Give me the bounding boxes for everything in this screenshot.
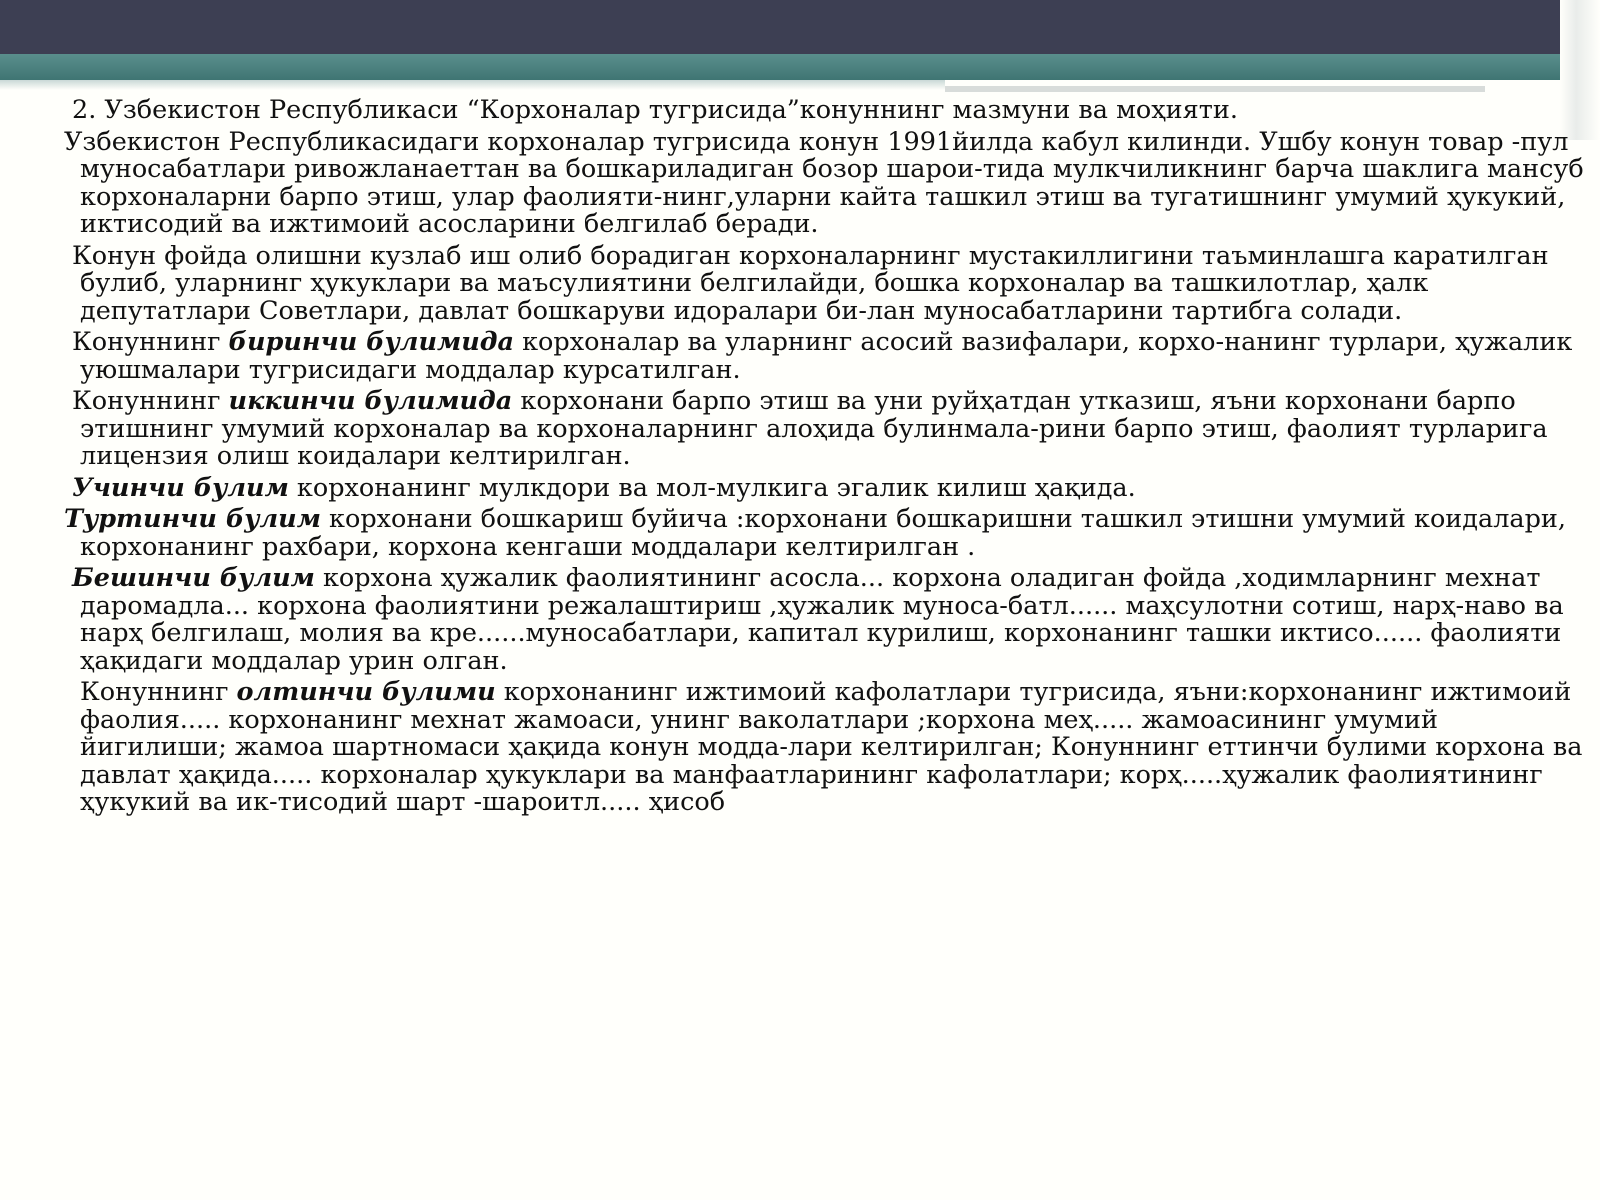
section-emphasis: Туртинчи булим xyxy=(64,504,321,534)
paragraph-1 xyxy=(62,126,1592,239)
header-accent-band xyxy=(0,54,1600,80)
paragraph-5 xyxy=(62,472,1592,503)
section-emphasis: биринчи булимида xyxy=(228,327,515,357)
paragraph-8 xyxy=(62,679,1592,817)
paragraph-lead: Конуннинг xyxy=(72,386,229,416)
paragraph-text: Конун фойда олишни кузлаб иш олиб борадиган корхоналарнинг мустакиллигини таъминлашга каратилган булиб, уларнинг ҳукуклари ва маъсулиятини белгилайди, бошка корхоналар ва ташкилотлар, ҳалк депутатлари Советлари, давлат бошкаруви идоралари би-лан муносабатларини тартибга солади. xyxy=(72,240,1549,326)
paragraph-text: корхонанинг ижтимоий кафолатлари тугрисида, яъни:корхонанинг ижтимоий фаолия..... корхонанинг мехнат жамоаси, унинг ваколатлари ;корхона меҳ..... жамоасининг умумий йигилиши; жамоа шартномаси ҳақида конун модда-лари келтирилган; Конуннинг еттинчи булими корхона ва давлат ҳақида..... корхоналар ҳукуклари ва манфаатларининг кафолатлари; корҳ.....ҳужалик фаолиятининг ҳукукий ва ик-тисодий шарт -шароитл..... ҳисоб xyxy=(80,677,1583,817)
paragraph-text: Узбекистон Республикасидаги корхоналар тугрисида конун 1991йилда кабул килинди. Ушбу конун товар -пул муносабатлари ривожланаеттан ва бошкариладиган бозор шарои-тида мулкчиликнинг барча шаклига мансуб корхоналарни барпо этиш, улар фаолияти-нинг,уларни кайта ташкил этиш ва тугатишнинг умумий ҳукукий, иктисодий ва ижтимоий асосларини белгилаб беради. xyxy=(64,126,1584,239)
paragraph-2 xyxy=(62,240,1592,326)
paragraph-7 xyxy=(62,565,1592,675)
paragraph-lead: Конуннинг xyxy=(80,677,237,707)
header-band xyxy=(0,0,1600,54)
paragraph-lead: Конуннинг xyxy=(72,327,229,357)
paragraph-text: корхонани барпо этиш ва уни руйҳатдан утказиш, яъни корхонани барпо этишнинг умумий корхоналар ва корхоналарнинг алоҳида булинмала-рини барпо этиш, фаолият турларига лицензия олиш коидалари келтирилган. xyxy=(80,386,1548,471)
paragraph-text: корхоналар ва уларнинг асосий вазифалари, корхо-нанинг турлари, ҳужалик уюшмалари тугрисидаги моддалар курсатилган. xyxy=(80,327,1573,385)
slide-body xyxy=(62,97,1592,821)
paragraph-4 xyxy=(62,388,1592,471)
paragraph-text: корхонанинг мулкдори ва мол-мулкига эгалик килиш ҳақида. xyxy=(288,472,1136,503)
slide-heading: 2. Узбекистон Республикаси “Корхоналар тугрисида”конуннинг мазмуни ва моҳияти. xyxy=(72,95,1238,125)
section-emphasis: Бешинчи булим xyxy=(72,563,315,593)
paragraph-6 xyxy=(62,506,1592,561)
section-emphasis: Учинчи булим xyxy=(72,472,289,503)
paragraph-text: корхона ҳужалик фаолиятининг асосла... корхона оладиган фойда ,ходимларнинг мехнат даромадла... корхона фаолиятини режалаштириш ,ҳужалик муноса-батл...... маҳсулотни сотиш, нарҳ-наво ва нарҳ белгилаш, молия ва кре......муносабатлари, капитал курилиш, корхонанинг ташки иктисо...... фаолияти ҳақидаги моддалар урин олган. xyxy=(80,563,1564,676)
paragraph-3 xyxy=(62,329,1592,384)
header-shadow xyxy=(0,80,945,90)
section-emphasis: иккинчи булимида xyxy=(228,386,513,416)
paragraph-text: корхонани бошкариш буйича :корхонани бошкаришни ташкил этишни умумий коидалари, корхонанинг рахбари, корхона кенгаши моддалари келтирилган . xyxy=(80,504,1567,562)
section-emphasis: олтинчи булими xyxy=(236,677,496,707)
header-underline xyxy=(945,86,1485,92)
